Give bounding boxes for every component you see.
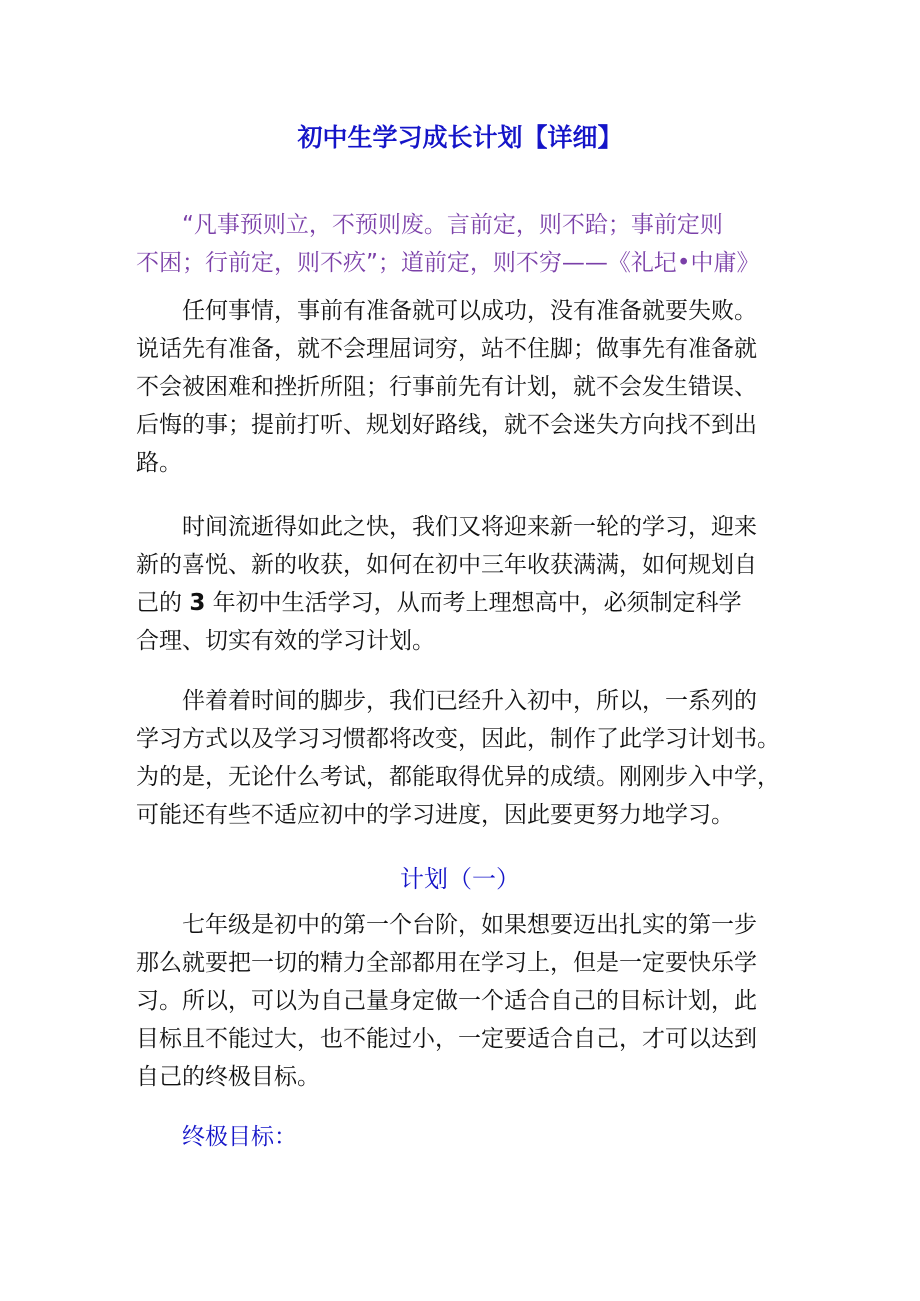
paragraph-3-line: 可能还有些不适应初中的学习进度，因此要更努力地学习。 bbox=[136, 802, 734, 828]
paragraph-2-line-3-suffix: 年初中生活学习，从而考上理想高中，必须制定科学 bbox=[212, 590, 742, 616]
paragraph-3-line: 学习方式以及学习习惯都将改变，因此，制作了此学习计划书。 bbox=[136, 726, 780, 752]
paragraph-3-line: 为的是，无论什么考试，都能取得优异的成绩。刚刚步入中学， bbox=[136, 764, 780, 790]
paragraph-1-line: 说话先有准备，就不会理屈词穷，站不住脚；做事先有准备就 bbox=[136, 336, 757, 362]
section-heading-plan-1: 计划（一） bbox=[400, 865, 520, 893]
paragraph-1-line: 后悔的事；提前打听、规划好路线，就不会迷失方向找不到出 bbox=[136, 412, 757, 438]
section-paragraph bbox=[136, 906, 816, 1096]
paragraph-2-line: 时间流逝得如此之快，我们又将迎来新一轮的学习，迎来 bbox=[182, 514, 757, 540]
section-paragraph-line: 那么就要把一切的精力全部都用在学习上，但是一定要快乐学 bbox=[136, 950, 757, 976]
quote-line-1: “凡事预则立，不预则废。言前定，则不跲；事前定则 bbox=[182, 212, 723, 238]
paragraph-2 bbox=[136, 508, 816, 660]
document-title: 初中生学习成长计划【详细】 bbox=[297, 123, 623, 152]
section-paragraph-line: 七年级是初中的第一个台阶，如果想要迈出扎实的第一步 bbox=[182, 912, 757, 938]
epigraph-quote bbox=[136, 206, 816, 282]
paragraph-2-line: 新的喜悦、新的收获，如何在初中三年收获满满，如何规划自 bbox=[136, 552, 757, 578]
paragraph-2-line-3 bbox=[90, 584, 816, 622]
quote-line-2: 不困；行前定，则不疚”；道前定，则不穷——《礼圮•中庸》 bbox=[136, 250, 760, 276]
section-paragraph-line: 自己的终极目标。 bbox=[136, 1064, 320, 1090]
years-number: 3 bbox=[189, 590, 206, 616]
paragraph-3-line: 伴着着时间的脚步，我们已经升入初中，所以，一系列的 bbox=[182, 688, 757, 714]
paragraph-1 bbox=[136, 292, 816, 482]
section-paragraph-line: 习。所以，可以为自己量身定做一个适合自己的目标计划，此 bbox=[136, 988, 757, 1014]
paragraph-1-line: 路。 bbox=[136, 450, 182, 476]
section-paragraph-line: 目标且不能过大，也不能过小，一定要适合自己，才可以达到 bbox=[136, 1026, 757, 1052]
paragraph-1-line: 不会被困难和挫折所阻；行事前先有计划，就不会发生错误、 bbox=[136, 374, 757, 400]
subheading-ultimate-goal: 终极目标： bbox=[182, 1124, 297, 1150]
paragraph-2-line-3-prefix: 己的 bbox=[136, 590, 182, 616]
paragraph-3 bbox=[136, 682, 816, 834]
paragraph-1-line: 任何事情，事前有准备就可以成功，没有准备就要失败。 bbox=[182, 298, 757, 324]
paragraph-2-line: 合理、切实有效的学习计划。 bbox=[136, 628, 435, 654]
